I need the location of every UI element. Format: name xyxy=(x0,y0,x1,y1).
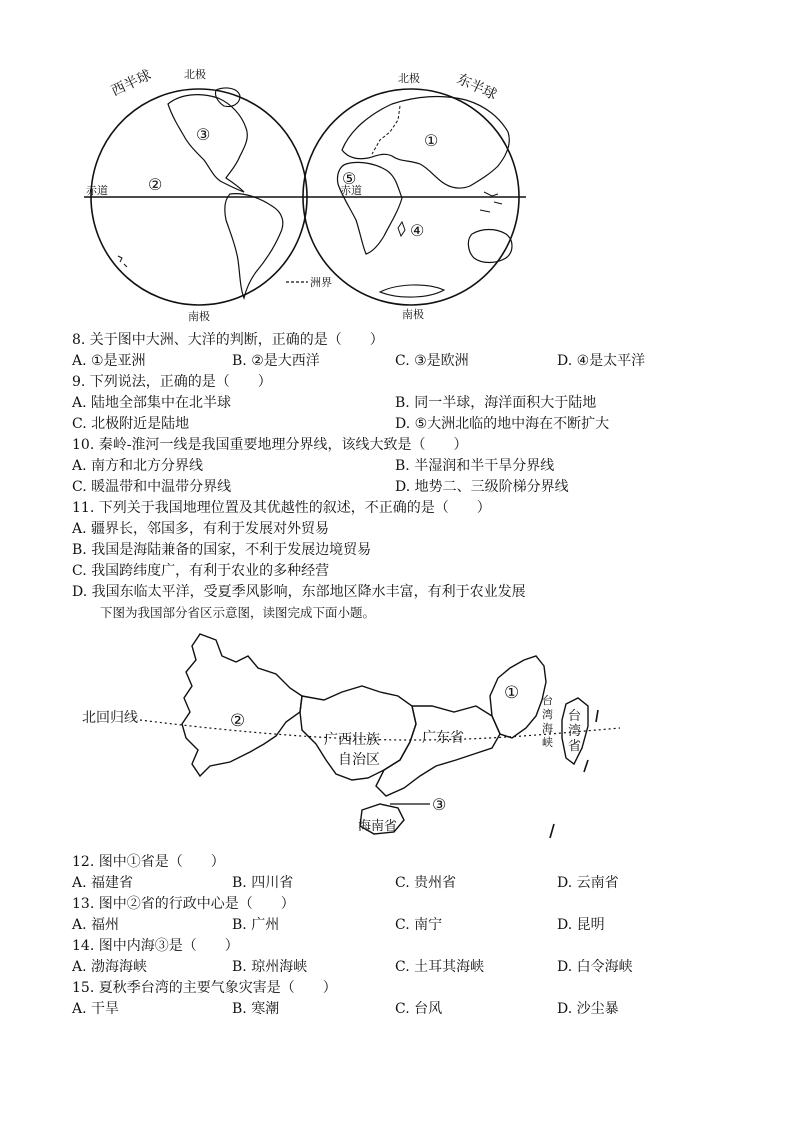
island-mark-1 xyxy=(596,710,598,722)
south-america-shape xyxy=(225,194,283,298)
question-8-stem: 8. 关于图中大洲、大洋的判断，正确的是（ ） xyxy=(72,332,384,348)
taiwan-strait-label-4: 峡 xyxy=(542,736,553,749)
q14-option-a[interactable]: A. 渤海海峡 xyxy=(72,959,148,975)
q13-option-c[interactable]: C. 南宁 xyxy=(395,917,443,933)
island-mark-2 xyxy=(584,760,588,772)
q11-option-a[interactable]: A. 疆界长，邻国多，有利于发展对外贸易 xyxy=(72,521,330,537)
q14-option-d[interactable]: D. 白令海峡 xyxy=(557,959,633,975)
west-hemisphere-title: 西半球 xyxy=(108,67,154,100)
marker-5: ⑤ xyxy=(342,169,357,188)
q13-option-a[interactable]: A. 福州 xyxy=(72,917,120,933)
q13-option-b[interactable]: B. 广州 xyxy=(232,917,280,933)
question-12-stem: 12. 图中①省是（ ） xyxy=(72,854,225,870)
q9-option-c[interactable]: C. 北极附近是陆地 xyxy=(72,416,190,432)
taiwan-label-2: 湾 xyxy=(568,724,582,739)
q11-option-d[interactable]: D. 我国东临太平洋，受夏季风影响，东部地区降水丰富，有利于农业发展 xyxy=(72,584,526,600)
north-pole-west-label: 北极 xyxy=(184,68,206,81)
q15-option-a[interactable]: A. 干旱 xyxy=(72,1001,120,1017)
q9-option-a[interactable]: A. 陆地全部集中在北半球 xyxy=(72,395,232,411)
tropic-label: 北回归线 xyxy=(82,710,138,726)
q12-option-c[interactable]: C. 贵州省 xyxy=(395,875,457,891)
province-2-shape xyxy=(182,634,302,776)
q10-option-b[interactable]: B. 半湿润和半干旱分界线 xyxy=(395,458,555,474)
q8-option-c[interactable]: C. ③是欧洲 xyxy=(395,353,469,369)
q15-option-d[interactable]: D. 沙尘暴 xyxy=(557,1001,619,1017)
question-15-stem: 15. 夏秋季台湾的主要气象灾害是（ ） xyxy=(72,980,337,996)
q11-option-c[interactable]: C. 我国跨纬度广，有利于农业的多种经营 xyxy=(72,563,330,579)
question-13-stem: 13. 图中②省的行政中心是（ ） xyxy=(72,896,295,912)
q11-option-b[interactable]: B. 我国是海陆兼备的国家，不利于发展边境贸易 xyxy=(72,542,372,558)
q14-option-b[interactable]: B. 琼州海峡 xyxy=(232,959,308,975)
q13-option-d[interactable]: D. 昆明 xyxy=(557,917,605,933)
q10-option-c[interactable]: C. 暖温带和中温带分界线 xyxy=(72,479,232,495)
q8-option-a[interactable]: A. ①是亚洲 xyxy=(72,353,146,369)
guangdong-shape xyxy=(376,706,500,796)
hainan-label: 海南省 xyxy=(358,819,398,834)
question-11-stem: 11. 下列关于我国地理位置及其优越性的叙述，不正确的是（ ） xyxy=(72,500,491,516)
island-mark-3 xyxy=(550,824,554,838)
q15-option-c[interactable]: C. 台风 xyxy=(395,1001,443,1017)
guangxi-label-line2: 自治区 xyxy=(338,752,380,768)
guangxi-label-line1: 广西壮族 xyxy=(324,732,380,748)
guangdong-label: 广东省 xyxy=(422,730,464,746)
continent-boundary xyxy=(372,106,400,154)
q12-option-a[interactable]: A. 福建省 xyxy=(72,875,134,891)
madagascar-shape xyxy=(398,222,405,236)
north-pole-east-label: 北极 xyxy=(398,72,420,85)
q10-option-a[interactable]: A. 南方和北方分界线 xyxy=(72,458,204,474)
taiwan-label-3: 省 xyxy=(568,739,582,754)
marker-3: ③ xyxy=(196,125,211,144)
map-marker-2: ② xyxy=(230,711,246,731)
question-9-stem: 9. 下列说法，正确的是（ ） xyxy=(72,374,272,390)
east-hemisphere-title: 东半球 xyxy=(454,71,500,104)
pacific-islands-shape xyxy=(118,256,127,267)
marker-2: ② xyxy=(148,175,163,194)
question-10-stem: 10. 秦岭-淮河一线是我国重要地理分界线，该线大致是（ ） xyxy=(72,437,468,453)
taiwan-strait-label-3: 海 xyxy=(542,722,553,735)
taiwan-strait-label-2: 湾 xyxy=(542,708,553,721)
map-marker-1: ① xyxy=(504,683,520,703)
map-marker-3: ③ xyxy=(432,795,447,814)
china-provinces-map xyxy=(80,626,620,846)
q8-option-b[interactable]: B. ②是大西洋 xyxy=(232,353,320,369)
q12-option-d[interactable]: D. 云南省 xyxy=(557,875,619,891)
south-pole-east-label: 南极 xyxy=(402,308,424,321)
q12-option-b[interactable]: B. 四川省 xyxy=(232,875,294,891)
q8-option-d[interactable]: D. ④是太平洋 xyxy=(557,353,646,369)
se-asia-islands-shape xyxy=(480,192,502,212)
marker-4: ④ xyxy=(410,221,425,240)
q9-option-d[interactable]: D. ⑤大洲北临的地中海在不断扩大 xyxy=(395,416,610,432)
australia-shape xyxy=(468,230,512,263)
q10-option-d[interactable]: D. 地势二、三级阶梯分界线 xyxy=(395,479,569,495)
question-14-stem: 14. 图中内海③是（ ） xyxy=(72,938,239,954)
q9-option-b[interactable]: B. 同一半球，海洋面积大于陆地 xyxy=(395,395,597,411)
map-intro: 下图为我国部分省区示意图，读图完成下面小题。 xyxy=(100,605,376,620)
marker-1: ① xyxy=(424,131,439,150)
taiwan-strait-label-1: 台 xyxy=(542,694,553,707)
equator-west-label: 赤道 xyxy=(86,184,108,197)
south-pole-west-label: 南极 xyxy=(188,310,210,323)
hemisphere-map xyxy=(80,60,530,330)
taiwan-label-1: 台 xyxy=(568,709,582,724)
legend-label: 洲界 xyxy=(310,276,332,289)
antarctica-shape xyxy=(380,285,444,297)
q14-option-c[interactable]: C. 土耳其海峡 xyxy=(395,959,485,975)
q15-option-b[interactable]: B. 寒潮 xyxy=(232,1001,280,1017)
equator-east-label: 赤道 xyxy=(340,184,362,197)
